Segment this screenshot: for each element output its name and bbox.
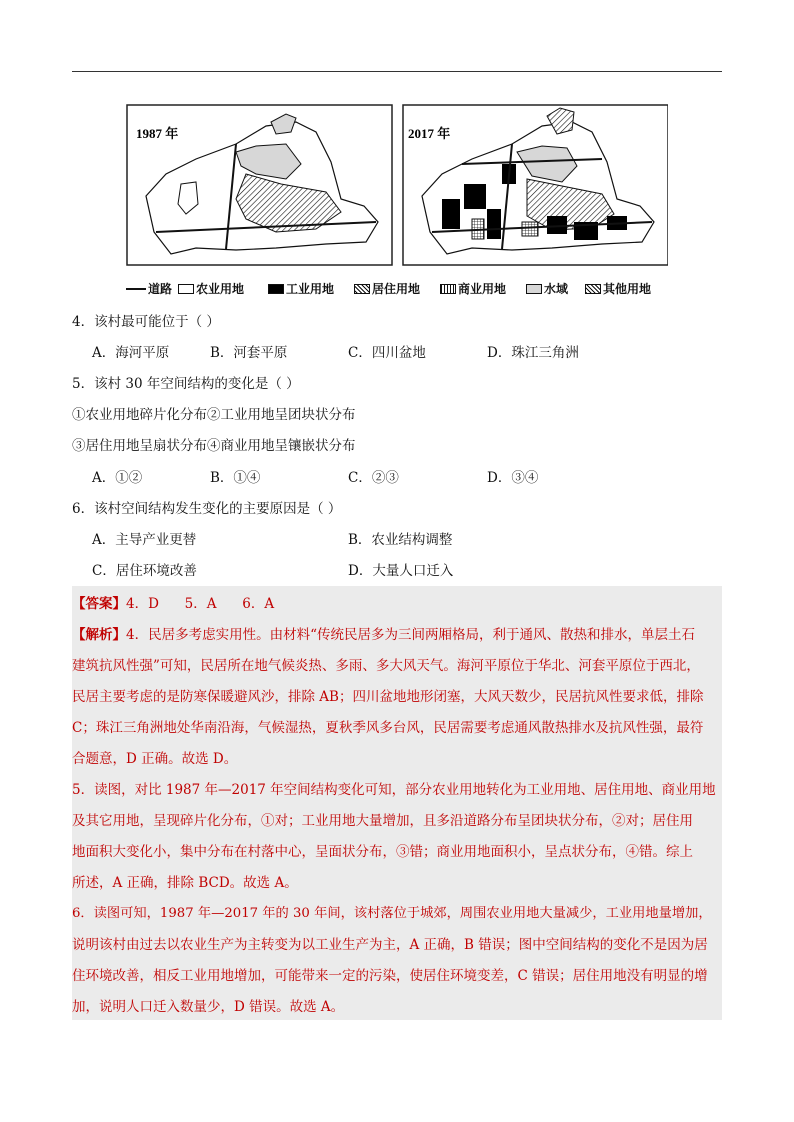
map-2017 [403,105,668,265]
analysis-line-5: 合题意，D 正确。故选 D。 [72,751,238,767]
q6-option-b: B．农业结构调整 [348,532,453,548]
analysis-tag: 【解析】 [72,627,126,643]
legend-water: 水域 [526,280,568,297]
industrial-swatch-icon [268,284,284,294]
analysis-line-13: 加，说明人口迁入数量少，D 错误。故选 A。 [72,999,345,1015]
analysis-line-7: 及其它用地，呈现碎片化分布，①对；工业用地大量增加，且多沿道路分布呈团块状分布，②对；居住用 [72,813,693,829]
header-rule [72,71,722,72]
q6-option-d: D．大量人口迁入 [348,563,454,579]
analysis-line-3: 民居主要考虑的是防寒保暖避风沙，排除 AB；四川盆地地形闭塞，大风天数少，民居抗风性要求低，排除 [72,689,704,705]
answer-tag: 【答案】 [72,596,126,612]
analysis-line-12: 住环境改善，相反工业用地增加，可能带来一定的污染，使居住环境变差，C 错误；居住用地没有明显的增 [72,968,708,984]
legend-agricultural: 农业用地 [178,280,244,297]
analysis-line-8: 地面积大变化小，集中分布在村落中心，呈面状分布，③错；商业用地面积小，呈点状分布，④错。综上 [72,844,693,860]
question-6-stem: 6．该村空间结构发生变化的主要原因是（ ） [72,501,342,517]
question-5-stem: 5．该村 30 年空间结构的变化是（ ） [72,376,300,392]
q5-option-a: A．①② [92,470,143,486]
map-legend [126,280,671,296]
analysis-line-6: 5．读图，对比 1987 年—2017 年空间结构变化可知，部分农业用地转化为工业用地、居住用地、商业用地 [72,782,716,798]
q5-statement-2: ③居住用地呈扇状分布④商业用地呈镶嵌状分布 [72,438,356,454]
analysis-line-9: 所述，A 正确，排除 BCD。故选 A。 [72,875,298,891]
legend-road: 道路 [126,280,172,297]
q5-statement-1: ①农业用地碎片化分布②工业用地呈团块状分布 [72,407,356,423]
q5-option-d: D．③④ [487,470,539,486]
q5-option-c: C．②③ [348,470,399,486]
legend-commercial: 商业用地 [440,280,506,297]
water-swatch-icon [526,284,542,294]
answer-text: 4．D 5．A 6．A [126,596,275,612]
question-4-stem: 4．该村最可能位于（ ） [72,314,220,330]
answer-analysis-box [72,586,722,1020]
q4-option-d: D．珠江三角洲 [487,345,579,361]
legend-residential: 居住用地 [354,280,420,297]
year-label-2017: 2017 年 [408,126,451,141]
year-label-1987: 1987 年 [136,126,179,141]
other-swatch-icon [585,284,601,294]
commercial-swatch-icon [440,284,456,294]
q4-option-a: A．海河平原 [92,345,170,361]
analysis-line-2: 建筑抗风性强”可知，民居所在地气候炎热、多雨、多大风天气。海河平原位于华北、河套平原位于西北， [72,658,700,674]
analysis-line-4: C；珠江三角洲地处华南沿海，气候湿热，夏秋季风多台风，民居需要考虑通风散热排水及抗风性强，最符 [72,720,704,736]
q4-option-b: B．河套平原 [210,345,288,361]
analysis-line-11: 说明该村由过去以农业生产为主转变为以工业生产为主，A 正确，B 错误；图中空间结构的变化不是因为居 [72,937,708,953]
answer-line [72,592,274,612]
q6-option-a: A．主导产业更替 [92,532,197,548]
land-use-map-figure [126,104,668,266]
q4-option-c: C．四川盆地 [348,345,426,361]
map-1987 [127,105,392,265]
q6-option-c: C．居住环境改善 [92,563,197,579]
analysis-line-10: 6．读图可知，1987 年—2017 年的 30 年间，该村落位于城郊，周围农业用地大量减少，工业用地量增加， [72,906,712,921]
legend-industrial: 工业用地 [268,280,334,297]
agricultural-swatch-icon [178,284,194,294]
q5-option-b: B．①④ [210,470,261,486]
analysis-line-1: 【解析】4．民居多考虑实用性。由材料“传统民居多为三间两厢格局，利于通风、散热和排水，单层土石 [72,627,695,643]
road-swatch-icon [126,288,146,290]
legend-other: 其他用地 [585,280,651,297]
residential-swatch-icon [354,284,370,294]
